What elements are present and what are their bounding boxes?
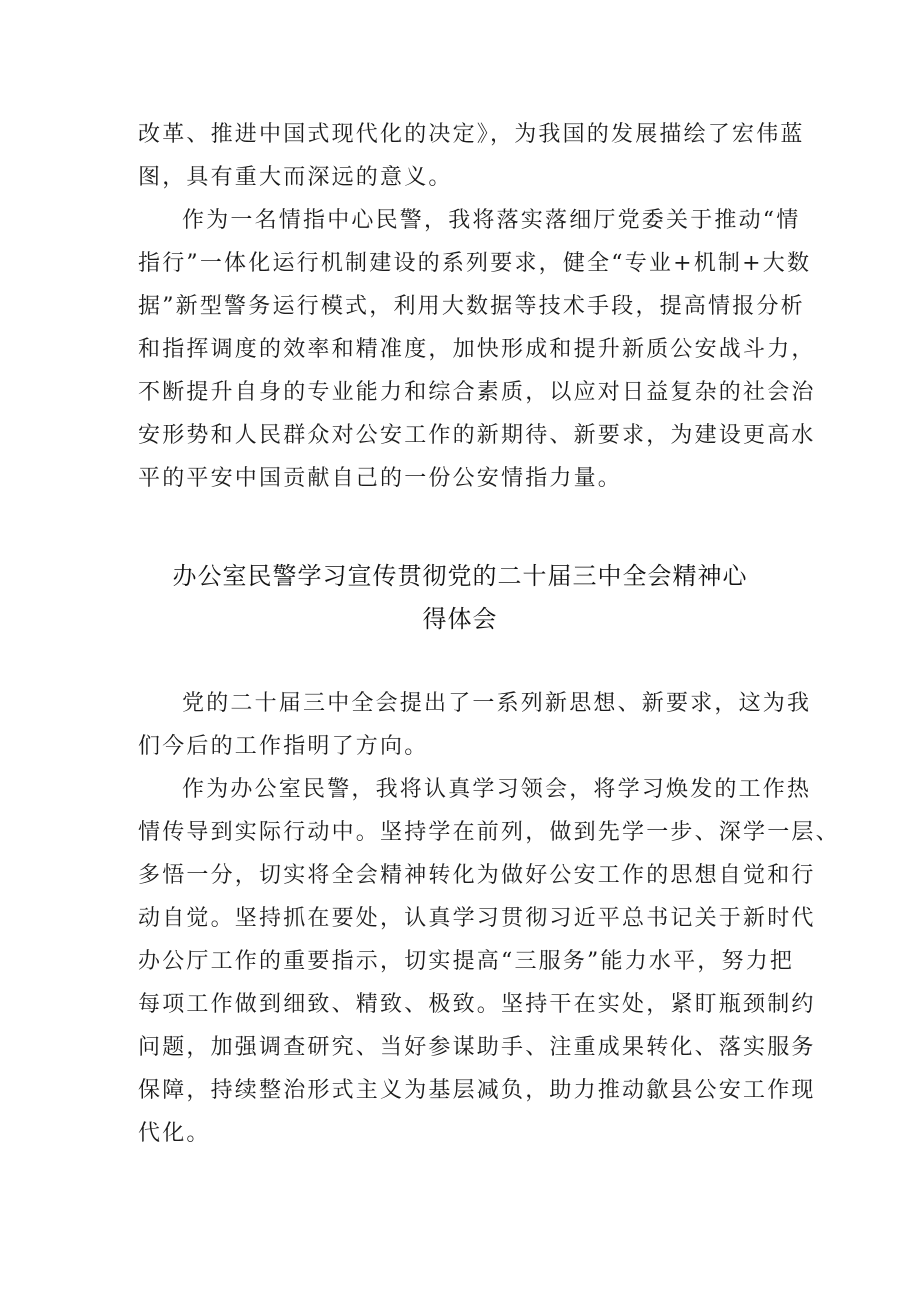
text-line: 办公厅工作的重要指示，切实提高“三服务”能力水平，努力把 — [138, 949, 795, 974]
text-line: 据”新型警务运行模式，利用大数据等技术手段，提高情报分析 — [138, 294, 805, 319]
text-line: 指行”一体化运行机制建设的系列要求，健全“专业+机制+大数 — [138, 251, 812, 276]
text-line: 代化。 — [138, 1121, 211, 1146]
text-line: 图，具有重大而深远的意义。 — [138, 165, 453, 190]
text-line: 动自觉。坚持抓在要处，认真学习贯彻习近平总书记关于新时代 — [138, 906, 816, 931]
text-line: 保障，持续整治形式主义为基层减负，助力推动歙县公安工作现 — [138, 1078, 816, 1103]
text-line: 作为办公室民警，我将认真学习领会，将学习焕发的工作热 — [182, 777, 812, 802]
text-line: 改革、推进中国式现代化的决定》，为我国的发展描绘了宏伟蓝 — [138, 122, 805, 147]
text-line: 问题，加强调查研究、当好参谋助手、注重成果转化、落实服务 — [138, 1035, 816, 1060]
text-line: 和指挥调度的效率和精准度，加快形成和提升新质公安战斗力， — [138, 337, 816, 362]
text-line: 不断提升自身的专业能力和综合素质，以应对日益复杂的社会治 — [138, 380, 816, 405]
text-line: 们今后的工作指明了方向。 — [138, 734, 429, 759]
text-line: 党的二十届三中全会提出了一系列新思想、新要求，这为我 — [182, 691, 812, 716]
text-line: 多悟一分，切实将全会精神转化为做好公安工作的思想自觉和行 — [138, 863, 816, 888]
text-line: 作为一名情指中心民警，我将落实落细厅党委关于推动“情 — [182, 208, 801, 233]
title-line: 得体会 — [422, 605, 498, 633]
title-line: 办公室民警学习宣传贯彻党的二十届三中全会精神心 — [172, 562, 748, 590]
text-line: 情传导到实际行动中。坚持学在前列，做到先学一步、深学一层、 — [138, 820, 840, 845]
text-line: 每项工作做到细致、精致、极致。坚持干在实处，紧盯瓶颈制约 — [138, 992, 816, 1017]
text-line: 安形势和人民群众对公安工作的新期待、新要求，为建设更高水 — [138, 423, 816, 448]
text-line: 平的平安中国贡献自己的一份公安情指力量。 — [138, 466, 623, 491]
